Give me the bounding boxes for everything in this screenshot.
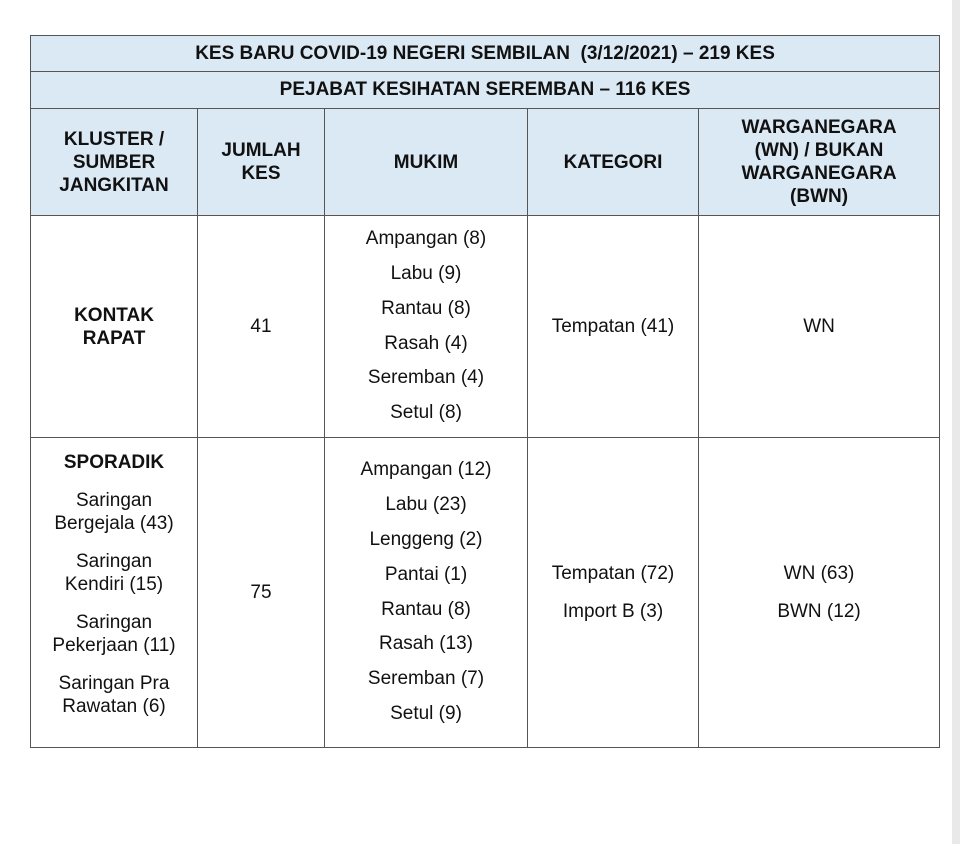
header-mukim: MUKIM [325,109,528,216]
mukim-cell [325,438,528,748]
list-item: Rantau (8) [381,598,471,620]
list-item: Tempatan (41) [551,315,675,337]
covid-cases-table [30,35,940,748]
list-item: Rasah (13) [379,633,473,655]
header-kluster: KLUSTER / SUMBER JANGKITAN [31,109,198,216]
list-item: Seremban (4) [367,367,485,389]
cluster-name: KONTAK RAPAT [74,304,154,349]
list-item: Setul (9) [390,702,462,724]
list-item: Pantai (1) [384,563,468,585]
list-item: Lenggeng (2) [369,528,483,550]
list-item: Ampangan (8) [365,228,487,250]
sub-source: Saringan Kendiri (15) [64,551,164,595]
list-item: Seremban (7) [367,668,485,690]
warganegara-cell [699,216,940,438]
mukim-cell [325,216,528,438]
cluster-cell [31,216,198,438]
list-item: Import B (3) [562,600,664,622]
warganegara-cell [699,438,940,748]
list-item: Rantau (8) [381,297,471,319]
kategori-cell [528,216,699,438]
table-row [31,438,940,748]
header-jumlah: JUMLAH KES [198,109,325,216]
list-item: BWN (12) [777,600,861,622]
list-item: Labu (9) [390,262,462,284]
list-item: WN (63) [783,562,855,584]
page-edge-shadow [952,0,960,844]
sub-source: Saringan Pra Rawatan (6) [58,673,170,717]
list-item: Tempatan (72) [551,562,675,584]
header-row [31,109,940,216]
list-item: Ampangan (12) [360,459,492,481]
header-warganegara: WARGANEGARA (WN) / BUKAN WARGANEGARA (BWN) [699,109,940,216]
kategori-cell [528,438,699,748]
table-subtitle: PEJABAT KESIHATAN SEREMBAN – 116 KES [31,72,940,109]
sub-source: Saringan Bergejala (43) [54,490,174,534]
table-title: KES BARU COVID-19 NEGERI SEMBILAN (3/12/2021) – 219 KES [31,36,940,72]
list-item: Setul (8) [390,402,462,424]
table-row [31,216,940,438]
list-item: WN [803,315,835,337]
list-item: Labu (23) [385,494,467,516]
cluster-cell [31,438,198,748]
header-kategori: KATEGORI [528,109,699,216]
cluster-name: SPORADIK [63,452,165,473]
total-cell: 75 [198,438,325,748]
sub-source: Saringan Pekerjaan (11) [52,612,176,656]
total-cell: 41 [198,216,325,438]
list-item: Rasah (4) [384,332,468,354]
